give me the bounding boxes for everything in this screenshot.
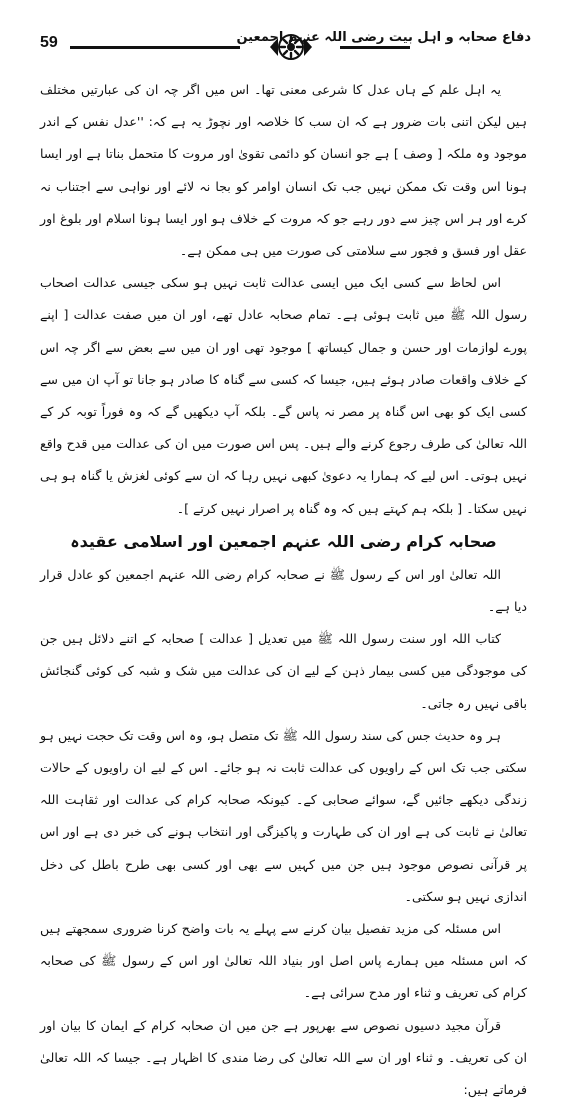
paragraph: کتاب اللہ اور سنت رسول اللہ ﷺ میں تعدیل [ عدالت ] صحابہ کے اتنے دلائل ہیں جن کی موجودگی میں کسی بیمار ذہن کے لیے ان کی عدالت میں شک و شبہ کی کوئی گنجائش باقی نہیں رہ جاتی۔ — [40, 631, 527, 711]
paragraph: یہ اہل علم کے ہاں عدل کا شرعی معنی تھا۔ اس میں اگر چہ ان کی عبارتیں مختلف ہیں لیکن اتنی بات ضرور ہے کہ ان سب کا خلاصہ اور نچوڑ یہ ہے کہ: ''عدل نفس کے اندر موجود وہ ملکہ [ وصف ] ہے جو انسان کو دائمی تقویٰ اور مروت کا متحمل بناتا ہے اور ایسا ہونا اس وقت تک ممکن نہیں جب تک انسان اوامر کو بجا نہ لائے اور نواہی سے اجتناب نہ کرے اور ہر اس چیز سے دور رہے جو کہ مروت کے خلاف ہو اور ایسا ہونا اسلام اور بلوغ اور عقل اور فسق و فجور سے سلامتی کی صورت میں ہی ممکن ہے۔ — [40, 82, 527, 259]
page-header — [40, 28, 531, 68]
header-rule-left — [70, 46, 240, 49]
page-body — [40, 74, 527, 1106]
page-number: 59 — [40, 34, 58, 51]
paragraph: اس لحاظ سے کسی ایک میں ایسی عدالت ثابت نہیں ہو سکی جیسی عدالت اصحاب رسول اللہ ﷺ میں ثابت ہوئی ہے۔ تمام صحابہ عادل تھے، اور ان میں صفت عدالت [ اپنے پورے لوازمات اور حسن و جمال کیساتھ ] موجود تھی اور ان میں سے بعض سے اگر چہ اس کے خلاف واقعات صادر ہوئے ہیں، جیسا کہ کسی سے گناہ کا صادر ہو جانا تو آپ ان میں سے کسی ایک کو بھی اس گناہ پر مصر نہ پاس گے۔ بلکہ آپ دیکھیں گے کہ وہ فوراً توبہ کر کے اللہ تعالیٰ کی طرف رجوع کرنے والے ہیں۔ پس اس صورت میں ان کی عدالت میں قدح واقع نہیں ہوتی۔ اس لیے کہ ہمارا یہ دعویٰ کبھی نہیں رہا کہ ان سے کوئی لغزش یا گناہ ہو ہی نہیں سکتا۔ [ بلکہ ہم کہتے ہیں کہ وہ گناہ پر اصرار نہیں کرتے ]۔ — [40, 275, 527, 516]
paragraph: ہر وہ حدیث جس کی سند رسول اللہ ﷺ تک متصل ہو، وہ اس وقت تک حجت نہیں ہو سکتی جب تک اس کے راویوں کی عدالت ثابت نہ ہو جائے۔ اس کے لیے ان راویوں کے حالات زندگی دیکھے جائیں گے، سوائے صحابی کے۔ کیونکہ صحابہ کرام کی عدالت اور ثقاہت اللہ تعالیٰ نے ثابت کی ہے اور ان کی طہارت و پاکیزگی اور انتخاب ہونے کی خبر دی ہے اور اس پر قرآنی نصوص موجود ہیں جن میں کہیں سے بھی اور کسی بھی طرح باطل کی دخل اندازی نہیں ہو سکتی۔ — [40, 727, 527, 904]
paragraph: اس مسئلہ کی مزید تفصیل بیان کرنے سے پہلے یہ بات واضح کرنا ضروری سمجھتے ہیں کہ اس مسئلہ میں ہمارے پاس اصل اور بنیاد اللہ تعالیٰ اور اس کے رسول ﷺ کی صحابہ کرام کی تعریف و ثناء اور مدح سرائی ہے۔ — [40, 921, 527, 1001]
section-heading: صحابہ کرام رضی اللہ عنہم اجمعین اور اسلامی عقیدہ — [70, 531, 497, 551]
paragraph: قرآن مجید دسیوں نصوص سے بھرپور ہے جن میں ان صحابہ کرام کے ایمان کا بیان اور ان کی تعریف۔ و ثناء اور ان سے اللہ تعالیٰ کی رضا مندی کا اظہار ہے۔ جیسا کہ اللہ تعالیٰ فرماتے ہیں: — [40, 1017, 527, 1098]
paragraph: اللہ تعالیٰ اور اس کے رسول ﷺ نے صحابہ کرام رضی اللہ عنہم اجمعین کو عادل قرار دیا ہے۔ — [40, 566, 527, 615]
header-rule-right — [340, 46, 410, 49]
running-title: دفاع صحابہ و اہل بیت رضی اللہ عنہم اجمعین — [236, 30, 531, 45]
